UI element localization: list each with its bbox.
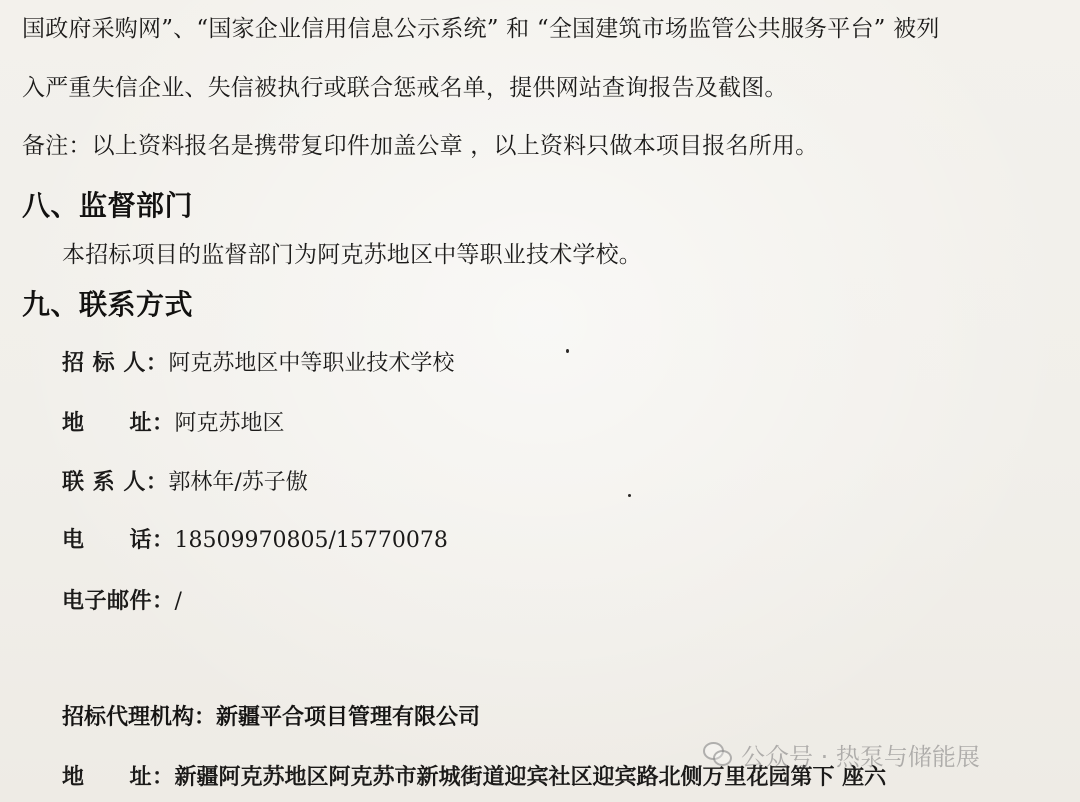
watermark (703, 737, 980, 771)
contact-value: 郭林年/苏子傲 (168, 470, 308, 495)
contact-email (62, 586, 182, 617)
agency-address-label: 地 址： (62, 764, 175, 790)
contact-tenderer (62, 348, 454, 379)
contact-label: 电 话： (62, 527, 175, 553)
contact-value: 阿克苏地区中等职业技术学校 (168, 351, 455, 376)
contact-person (62, 467, 308, 498)
wechat-icon (703, 742, 731, 766)
paragraph-line-1: 国政府采购网”、“国家企业信用信息公示系统” 和 “全国建筑市场监管公共服务平台” 被列 (22, 16, 940, 42)
agency-label: 招标代理机构： (62, 704, 217, 730)
contact-address (62, 408, 285, 439)
contact-label: 联 系 人： (62, 469, 169, 495)
contact-value: 阿克苏地区 (174, 411, 285, 436)
scan-speck (566, 349, 569, 353)
contact-label: 电子邮件： (62, 588, 175, 614)
agency-line (62, 702, 480, 732)
contact-label: 招 标 人： (62, 350, 169, 376)
remark-line: 备注：以上资料报名是携带复印件加盖公章 ，以上资料只做本项目报名所用。 (22, 133, 819, 159)
section-8-body: 本招标项目的监督部门为阿克苏地区中等职业技术学校。 (62, 242, 642, 268)
contact-value: / (174, 589, 182, 614)
watermark-text: 公众号 · 热泵与储能展 (741, 742, 980, 771)
section-9-heading: 九、联系方式 (22, 288, 194, 321)
agency-address-value: 新疆阿克苏地区阿克苏市新城街道迎宾社区迎宾路北侧万里花园第下 座六 (174, 764, 887, 790)
paragraph-line-2: 入严重失信企业、失信被执行或联合惩戒名单，提供网站查询报告及截图。 (22, 75, 788, 101)
section-8-heading: 八、监督部门 (22, 189, 194, 222)
agency-value: 新疆平合项目管理有限公司 (216, 704, 481, 730)
contact-phone (62, 525, 448, 556)
scan-speck (628, 494, 631, 497)
contact-label: 地 址： (62, 410, 175, 436)
contact-value: 18509970805/15770078 (174, 528, 448, 553)
